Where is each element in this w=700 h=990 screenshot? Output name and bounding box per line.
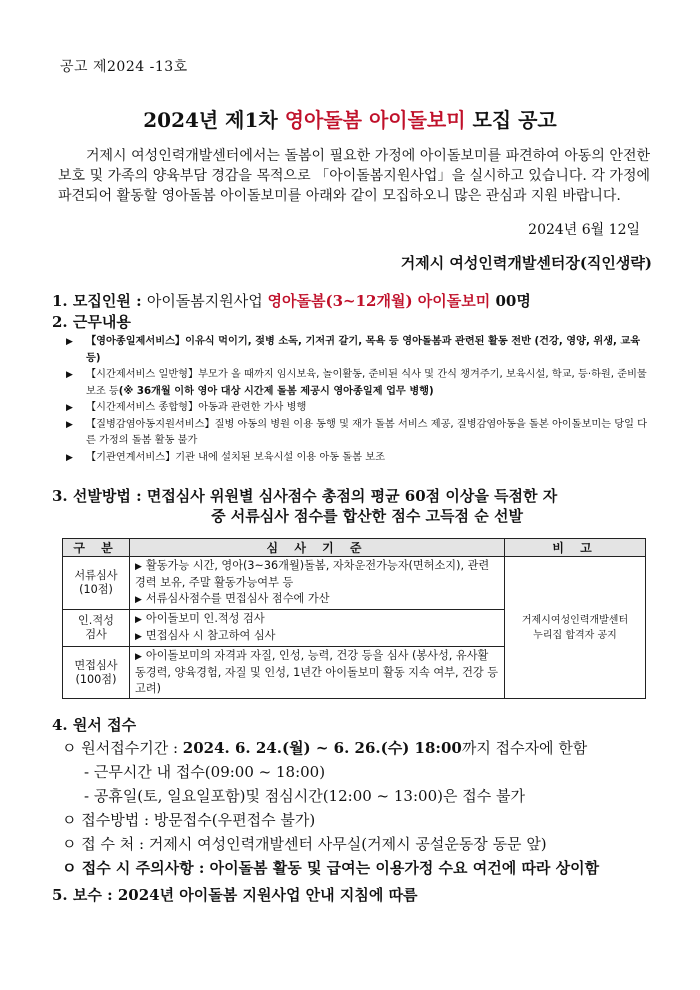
triangle-bullet-icon: ▶	[135, 595, 142, 605]
intro-text: 거제시 여성인력개발센터에서는 돌봄이 필요한 가정에 아이돌보미를 파견하여 아동의 안전한 보호 및 가족의 양육부담 경감을 목적으로 「아이돌봄지원사업」을 실시하고 있습니다. 각 가정에 파견되어 활동할 영아돌봄 아이돌보미를 아래와 같이 모집하오니 많은 관심과 지원 바랍니다.	[58, 148, 650, 204]
duty-item: ▶ 【기관연계서비스】기관 내에 설치된 보육시설 이용 아동 돌봄 보조	[66, 450, 656, 467]
triangle-bullet-icon: ▶	[135, 652, 142, 662]
intro-block	[58, 146, 650, 206]
triangle-bullet-icon: ▶	[66, 403, 73, 413]
triangle-bullet-icon: ▶	[135, 562, 142, 572]
section-recruitment	[52, 290, 531, 311]
application-hours: - 근무시간 내 접수(09:00 ~ 18:00)	[84, 763, 326, 781]
row-criteria: ▶ 활동가능 시간, 영아(3~36개월)돌봄, 자차운전가능자(면허소지), 관련 경력 보유, 주말 활동가능여부 등 ▶ 서류심사점수를 면접심사 점수에 가산	[130, 557, 505, 610]
page-title	[0, 104, 700, 133]
section-recruitment-text: 아이돌봄지원사업	[146, 292, 268, 310]
circle-bullet-icon: ㅇ	[62, 859, 82, 877]
criteria-table	[62, 538, 646, 699]
section-pay: 5. 보수 : 2024년 아이돌봄 지원사업 안내 지침에 따름	[52, 886, 418, 904]
row-category: 서류심사 (10점)	[63, 557, 130, 610]
row-category: 인.적성 검사	[63, 610, 130, 647]
triangle-bullet-icon: ▶	[66, 337, 73, 347]
header-criteria: 심 사 기 준	[130, 539, 505, 557]
application-period: ㅇ 원서접수기간 : 2024. 6. 24.(월) ~ 6. 26.(수) 18:00까지 접수자에 한함	[62, 739, 588, 757]
header-note: 비 고	[505, 539, 646, 557]
application-method: ㅇ 접수방법 : 방문접수(우편접수 불가)	[62, 811, 316, 829]
table-row	[63, 557, 646, 610]
section-recruitment-highlight: 영아돌봄(3~12개월) 아이돌보미	[267, 292, 491, 310]
title-suffix: 모집 공고	[465, 108, 557, 132]
triangle-bullet-icon: ▶	[66, 419, 73, 430]
duties-list	[66, 334, 656, 466]
application-caution: ㅇ 접수 시 주의사항 : 아이돌봄 활동 및 급여는 이용가정 수요 여건에 따라 상이함	[62, 859, 600, 877]
circle-bullet-icon: ㅇ	[62, 835, 82, 853]
row-note: 거제시여성인력개발센터 누리집 합격자 공지	[505, 557, 646, 699]
section-selection	[52, 486, 672, 526]
section-application-label: 4. 원서 접수	[52, 716, 137, 734]
table-header-row	[63, 539, 646, 557]
application-list	[62, 736, 682, 880]
title-highlight: 영아돌봄 아이돌보미	[284, 108, 466, 132]
triangle-bullet-icon: ▶	[66, 370, 73, 380]
triangle-bullet-icon: ▶	[135, 615, 142, 625]
row-criteria: ▶ 아이돌보미의 자격과 자질, 인성, 능력, 건강 등을 심사 (봉사성, 유사활동경력, 양육경험, 자질 및 인성, 1년간 아이돌보미 활동 지속 여부, 건강 등 고려)	[130, 647, 505, 699]
application-holiday: - 공휴일(토, 일요일포함)및 점심시간(12:00 ~ 13:00)은 접수 불가	[84, 787, 525, 805]
duty-item: ▶ 【질병감염아동지원서비스】질병 아동의 병원 이용 동행 및 재가 돌봄 서비스 제공, 질병감염아동을 돌본 아이돌보미는 당일 다른 가정의 돌봄 활동 불가	[66, 418, 648, 446]
application-place: ㅇ 접 수 처 : 거제시 여성인력개발센터 사무실(거제시 공설운동장 동문 앞)	[62, 835, 547, 853]
circle-bullet-icon: ㅇ	[62, 811, 82, 829]
section-selection-line2: 중 서류심사 점수를 합산한 점수 고득점 순 선발	[211, 507, 523, 525]
row-category: 면접심사 (100점)	[63, 647, 130, 699]
notice-date: 2024년 6월 12일	[528, 222, 640, 238]
row-criteria: ▶ 아이돌보미 인.적성 검사 ▶ 면접심사 시 참고하여 심사	[130, 610, 505, 647]
section-recruitment-count: 00명	[490, 292, 531, 310]
duty-item: ▶ 【시간제서비스 일반형】부모가 올 때까지 임시보육, 놀이활동, 준비된 식사 및 간식 챙겨주기, 보육시설, 학교, 등·하원, 준비물 보조 등(※ 36개월 이하 영아 대상 시간제 돌봄 제공시 영아종일제 업무 병행)	[66, 369, 647, 397]
header-category: 구 분	[63, 539, 130, 557]
duty-item: ▶ 【시간제서비스 종합형】아동과 관련한 가사 병행	[66, 400, 656, 417]
section-selection-line1: 3. 선발방법 : 면접심사 위원별 심사점수 총점의 평균 60점 이상을 득점한 자	[52, 487, 558, 505]
signer: 거제시 여성인력개발센터장(직인생략)	[400, 254, 652, 272]
circle-bullet-icon: ㅇ	[62, 739, 82, 757]
title-prefix: 2024년 제1차	[143, 108, 285, 132]
section-duties-label: 2. 근무내용	[52, 313, 131, 331]
notice-number: 공고 제2024 -13호	[60, 59, 188, 75]
section-recruitment-label: 1. 모집인원 :	[52, 292, 147, 310]
duty-item: ▶ 【영아종일제서비스】이유식 먹이기, 젖병 소독, 기저귀 갈기, 목욕 등 영아돌봄과 관련된 활동 전반 (건강, 영양, 위생, 교육 등)	[66, 336, 641, 364]
triangle-bullet-icon: ▶	[66, 452, 73, 463]
triangle-bullet-icon: ▶	[135, 632, 142, 642]
